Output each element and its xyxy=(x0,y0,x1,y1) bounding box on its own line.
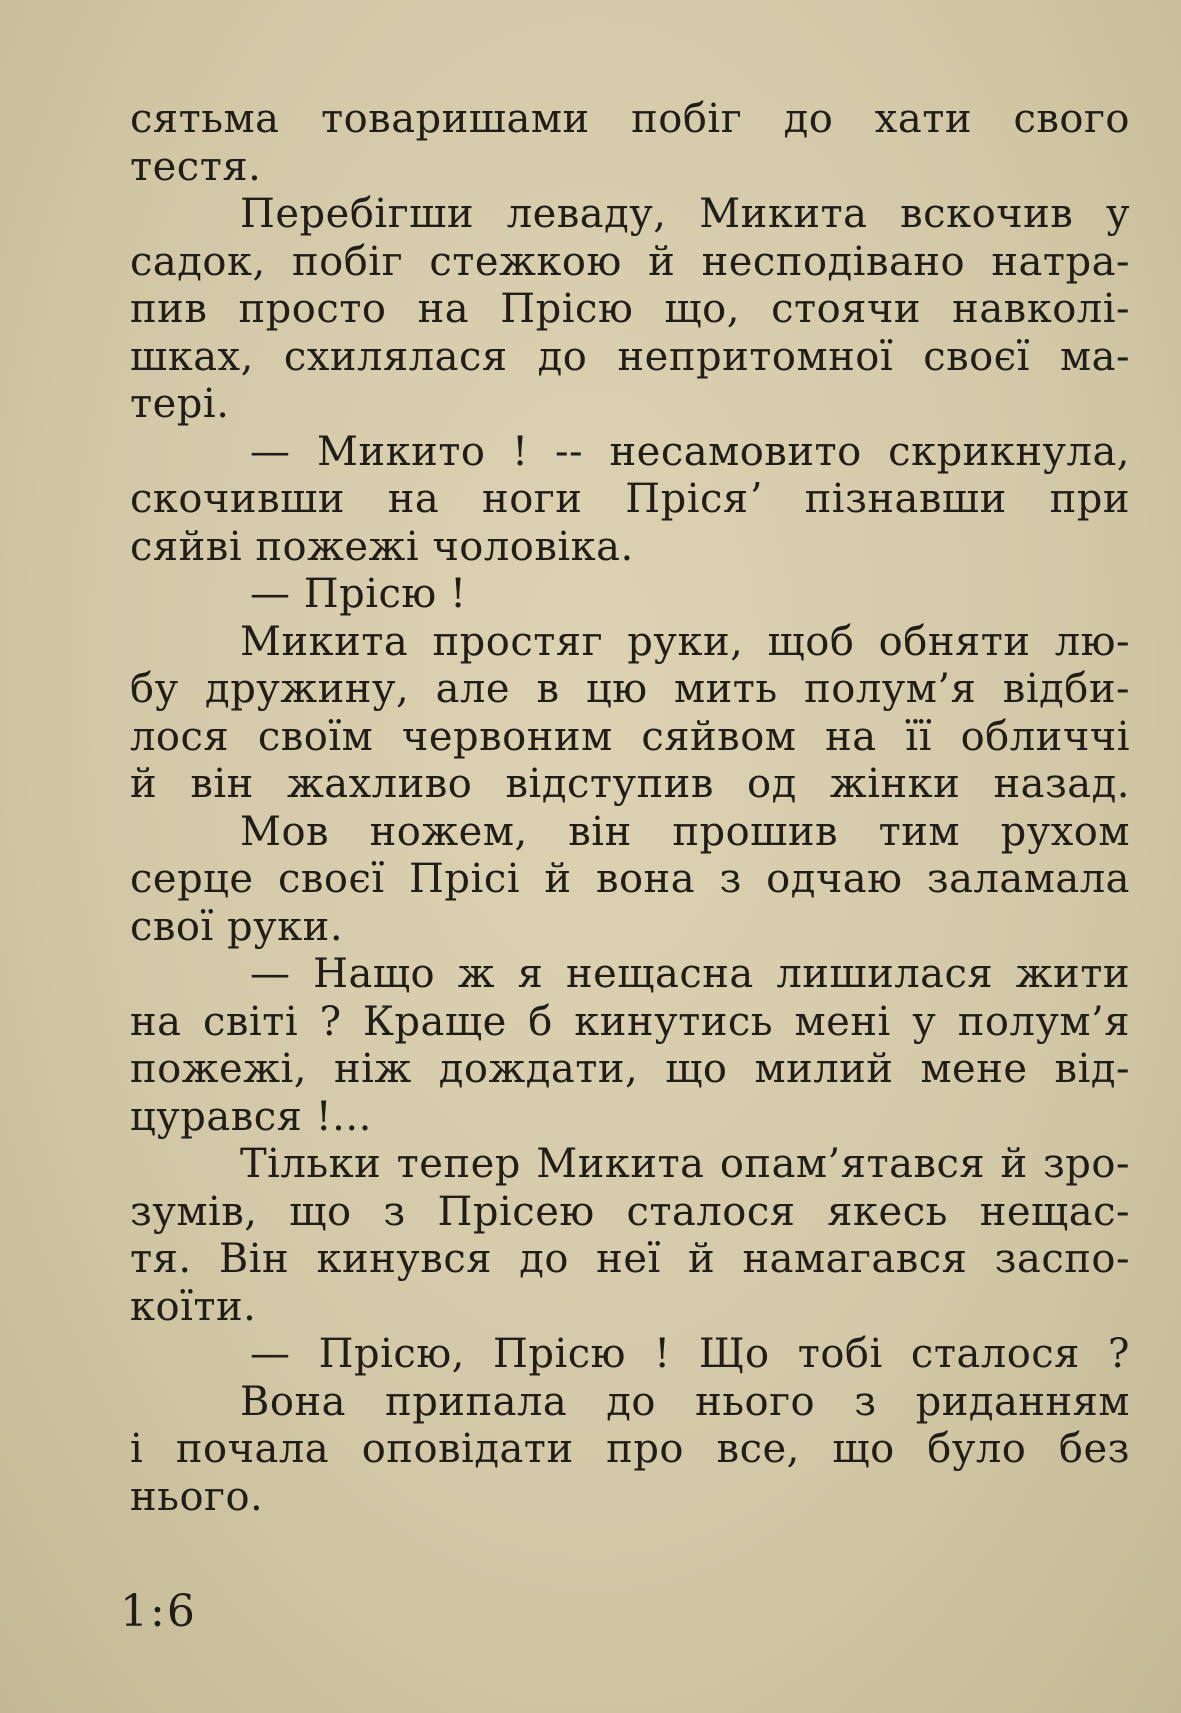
text-line: коїти. xyxy=(130,1283,257,1330)
text-line: скочивши на ноги Прісяʼ пізнавши при xyxy=(130,476,1130,522)
text-line: Тільки тепер Микита опам’ятався й зро- xyxy=(240,1141,1130,1187)
text-line: сяйві пожежі чоловіка. xyxy=(130,523,634,570)
text-line: свої руки. xyxy=(130,903,344,950)
text-line: тері. xyxy=(130,381,230,427)
text-line: зумів, що з Прісею сталося якесь нещас- xyxy=(130,1188,1130,1235)
text-line: шках, схилялася до непритомної своєї ма- xyxy=(130,333,1130,380)
text-line: лося своїм червоним сяйвом на її обличчі xyxy=(130,713,1130,760)
text-line: бу дружину, але в цю мить полум’я відби- xyxy=(130,666,1130,712)
text-line: пив просто на Прісю що, стоячи навколі- xyxy=(130,286,1130,332)
text-line: тя. Він кинувся до неї й намагався заспо- xyxy=(130,1236,1130,1282)
text-line: Мов ножем, він прошив тим рухом xyxy=(240,808,1130,855)
text-line: й він жахливо відступив од жінки назад. xyxy=(130,761,1130,807)
page-number: 1:6 xyxy=(120,1586,197,1637)
text-line: пожежі, ніж дождати, що милий мене від- xyxy=(130,1046,1130,1092)
text-line: цурався !... xyxy=(130,1093,372,1140)
text-line: нього. xyxy=(130,1473,264,1520)
text-line: на світі ? Краще б кинутись мені у полум’я xyxy=(130,998,1130,1045)
text-line: — Прісю, Прісю ! Що тобі сталося ? xyxy=(250,1331,1130,1377)
text-line: садок, побіг стежкою й несподівано натра- xyxy=(130,238,1130,285)
text-line: Вона припала до нього з риданням xyxy=(240,1378,1130,1425)
text-line: серце своєї Прісі й вона з одчаю заламала xyxy=(130,856,1130,902)
text-line: — Нащо ж я нещасна лишилася жити xyxy=(250,951,1130,997)
text-line: Микита простяг руки, щоб обняти лю- xyxy=(240,618,1130,665)
text-line: і почала оповідати про все, що було без xyxy=(130,1426,1130,1472)
text-line: тестя. xyxy=(130,143,262,190)
text-line: — Прісю ! xyxy=(250,571,467,617)
text-line: — Микито ! -- несамовито скрикнула, xyxy=(250,428,1130,475)
text-line: сятьма товаришами побіг до хати свого xyxy=(130,96,1130,142)
body-text xyxy=(130,96,1130,1521)
text-line: Перебігши леваду, Микита вскочив у xyxy=(240,191,1130,237)
